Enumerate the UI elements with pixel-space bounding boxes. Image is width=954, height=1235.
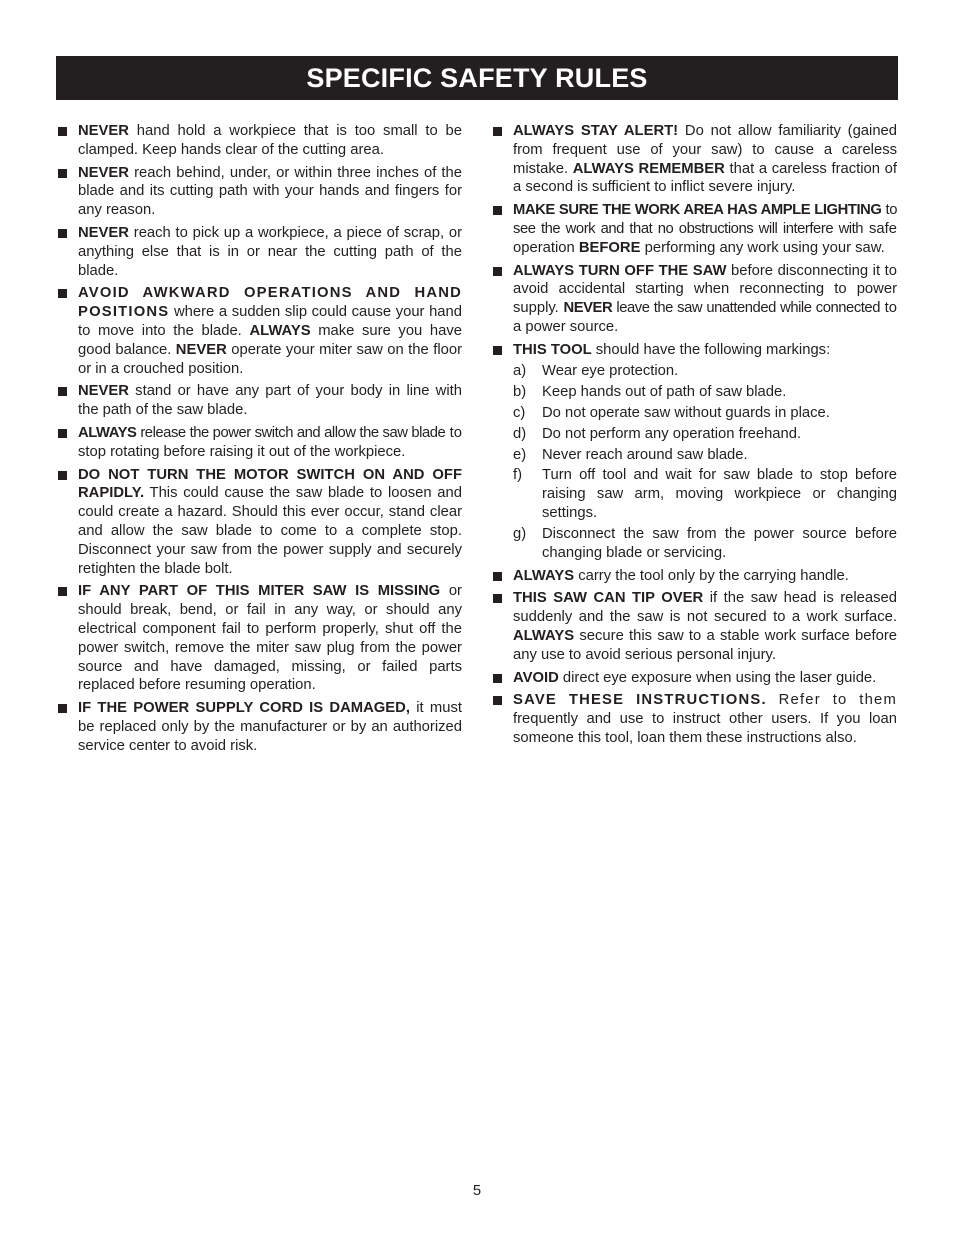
square-bullet-icon: [493, 346, 502, 355]
left-column: [56, 122, 462, 760]
list-item: NEVER reach behind, under, or within three inches of the blade and its cutting path with your hands and fingers for any reason.: [56, 164, 462, 220]
list-item: NEVER stand or have any part of your body in line with the path of the saw blade.: [56, 382, 462, 420]
list-item: AVOID direct eye exposure when using the laser guide.: [491, 669, 897, 688]
marking-item: g) Disconnect the saw from the power source before changing blade or servicing.: [513, 526, 897, 561]
square-bullet-icon: [58, 289, 67, 298]
square-bullet-icon: [493, 127, 502, 136]
list-item: ALWAYS TURN OFF THE SAW before disconnecting it to avoid accidental starting when reconnecting to power supply. NEVER leave the saw unattended while connected to a power source.: [491, 262, 897, 337]
square-bullet-icon: [58, 471, 67, 480]
marking-item: a) Wear eye protection.: [513, 362, 679, 379]
square-bullet-icon: [493, 267, 502, 276]
list-item: THIS SAW CAN TIP OVER if the saw head is released suddenly and the saw is not secured to a work surface. ALWAYS secure this saw to a stable work surface before any use to avoid serious personal injury.: [491, 589, 897, 664]
list-item: SAVE THESE INSTRUCTIONS. Refer to them frequently and use to instruct other users. If you loan someone this tool, loan them these instructions also.: [491, 691, 897, 747]
page-number: 5: [472, 1183, 482, 1199]
square-bullet-icon: [58, 429, 67, 438]
list-item: MAKE SURE THE WORK AREA HAS AMPLE LIGHTING to see the work and that no obstructions will interfere with safe operation BEFORE performing any work using your saw.: [491, 201, 897, 257]
list-item: ALWAYS release the power switch and allow the saw blade to stop rotating before raising it out of the workpiece.: [56, 424, 462, 462]
list-item: ALWAYS STAY ALERT! Do not allow familiarity (gained from frequent use of your saw) to cause a careless mistake. ALWAYS REMEMBER that a careless fraction of a second is sufficient to inflict severe injury.: [491, 122, 897, 197]
marking-item: b) Keep hands out of path of saw blade.: [513, 383, 787, 400]
list-item: IF ANY PART OF THIS MITER SAW IS MISSING or should break, bend, or fail in any way, or should any electrical component fail to perform properly, shut off the power switch, remove the miter saw plug from the power source and have damaged, missing, or failed parts replaced before resuming operation.: [56, 582, 462, 695]
list-item: ALWAYS carry the tool only by the carrying handle.: [491, 567, 897, 586]
square-bullet-icon: [58, 704, 67, 713]
square-bullet-icon: [58, 169, 67, 178]
square-bullet-icon: [493, 206, 502, 215]
square-bullet-icon: [493, 674, 502, 683]
marking-item: f) Turn off tool and wait for saw blade to stop before raising saw arm, moving workpiece or changing settings.: [513, 467, 897, 522]
marking-item: e) Never reach around saw blade.: [513, 446, 748, 463]
square-bullet-icon: [58, 127, 67, 136]
markings-list: [513, 362, 897, 563]
square-bullet-icon: [58, 587, 67, 596]
square-bullet-icon: [493, 594, 502, 603]
marking-item: d) Do not perform any operation freehand.: [513, 425, 802, 442]
right-column: [491, 122, 897, 752]
marking-item: c) Do not operate saw without guards in place.: [513, 404, 830, 421]
list-item: NEVER hand hold a workpiece that is too small to be clamped. Keep hands clear of the cutting area.: [56, 122, 462, 160]
list-item: THIS TOOL should have the following markings: a) Wear eye protection. b) Keep hands out of path of saw blade. c) Do not operate saw without guards in place. d) Do not perform any operation freehand. e) Never reach around saw blade. f) Turn off tool and wait for saw blade to stop before raising saw arm, moving workpiece or changing settings. g) Disconnect the saw from the power source before changing blade or servicing.: [491, 341, 897, 563]
list-item: IF THE POWER SUPPLY CORD IS DAMAGED, it must be replaced only by the manufacturer or by an authorized service center to avoid risk.: [56, 699, 462, 755]
list-item: DO NOT TURN THE MOTOR SWITCH ON AND OFF RAPIDLY. This could cause the saw blade to loosen and could create a hazard. Should this ever occur, stand clear and allow the saw blade to come to a complete stop. Disconnect your saw from the power supply and securely retighten the blade bolt.: [56, 466, 462, 579]
list-item: AVOID AWKWARD OPERATIONS AND HAND POSITIONS where a sudden slip could cause your hand to move into the blade. ALWAYS make sure you have good balance. NEVER operate your miter saw on the floor or in a crouched position.: [56, 284, 462, 378]
square-bullet-icon: [58, 229, 67, 238]
square-bullet-icon: [493, 696, 502, 705]
square-bullet-icon: [58, 387, 67, 396]
square-bullet-icon: [493, 572, 502, 581]
list-item: NEVER reach to pick up a workpiece, a piece of scrap, or anything else that is in or near the cutting path of the blade.: [56, 224, 462, 280]
page-title: SPECIFIC SAFETY RULES: [56, 56, 898, 100]
